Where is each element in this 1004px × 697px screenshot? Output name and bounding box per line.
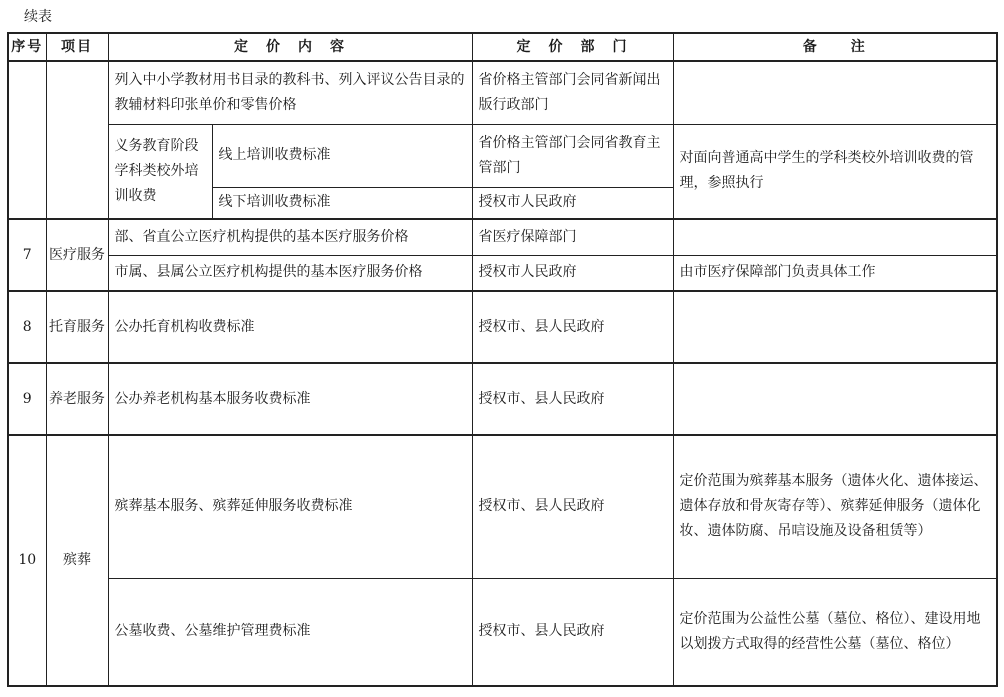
content-cell: 线上培训收费标准 bbox=[212, 124, 472, 187]
table-row bbox=[8, 219, 997, 255]
header-row bbox=[8, 33, 997, 61]
header-serial: 序号 bbox=[8, 33, 46, 61]
content-cell: 公办养老机构基本服务收费标准 bbox=[108, 363, 472, 435]
note-cell: 由市医疗保障部门负责具体工作 bbox=[673, 255, 997, 291]
content-cell: 公墓收费、公墓维护管理费标准 bbox=[108, 578, 472, 686]
item-cell-empty bbox=[46, 61, 108, 219]
note-cell bbox=[673, 291, 997, 363]
content-cell: 市属、县属公立医疗机构提供的基本医疗服务价格 bbox=[108, 255, 472, 291]
header-item: 项目 bbox=[46, 33, 108, 61]
department-cell: 授权市人民政府 bbox=[472, 255, 673, 291]
content-cell: 列入中小学教材用书目录的教科书、列入评议公告目录的教辅材料印张单价和零售价格 bbox=[108, 61, 472, 124]
table-row bbox=[8, 578, 997, 686]
note-cell bbox=[673, 363, 997, 435]
department-cell: 授权市人民政府 bbox=[472, 187, 673, 219]
note-cell: 定价范围为殡葬基本服务（遗体火化、遗体接运、遗体存放和骨灰寄存等）、殡葬延伸服务（遗体化妆、遗体防腐、吊唁设施及设备租赁等） bbox=[673, 435, 997, 578]
department-cell: 省医疗保障部门 bbox=[472, 219, 673, 255]
item-cell: 殡葬 bbox=[46, 435, 108, 686]
table-row bbox=[8, 255, 997, 291]
serial-cell-empty bbox=[8, 61, 46, 219]
header-note: 备 注 bbox=[673, 33, 997, 61]
department-cell: 授权市、县人民政府 bbox=[472, 578, 673, 686]
note-cell bbox=[673, 219, 997, 255]
note-cell: 对面向普通高中学生的学科类校外培训收费的管理，参照执行 bbox=[673, 124, 997, 219]
serial-cell: 10 bbox=[8, 435, 46, 686]
training-group-cell: 义务教育阶段学科类校外培训收费 bbox=[108, 124, 212, 219]
table-row bbox=[8, 61, 997, 124]
department-cell: 省价格主管部门会同省教育主管部门 bbox=[472, 124, 673, 187]
header-department: 定 价 部 门 bbox=[472, 33, 673, 61]
content-cell: 殡葬基本服务、殡葬延伸服务收费标准 bbox=[108, 435, 472, 578]
pricing-table bbox=[7, 32, 998, 687]
note-cell bbox=[673, 61, 997, 124]
header-content: 定 价 内 容 bbox=[108, 33, 472, 61]
department-cell: 授权市、县人民政府 bbox=[472, 435, 673, 578]
serial-cell: 9 bbox=[8, 363, 46, 435]
serial-cell: 8 bbox=[8, 291, 46, 363]
table-row bbox=[8, 124, 997, 187]
table-row bbox=[8, 291, 997, 363]
item-cell: 托育服务 bbox=[46, 291, 108, 363]
content-cell: 部、省直公立医疗机构提供的基本医疗服务价格 bbox=[108, 219, 472, 255]
table-caption: 续表 bbox=[24, 9, 52, 25]
item-cell: 养老服务 bbox=[46, 363, 108, 435]
table-row bbox=[8, 435, 997, 578]
note-cell: 定价范围为公益性公墓（墓位、格位）、建设用地以划拨方式取得的经营性公墓（墓位、格位） bbox=[673, 578, 997, 686]
item-cell: 医疗服务 bbox=[46, 219, 108, 291]
department-cell: 授权市、县人民政府 bbox=[472, 363, 673, 435]
department-cell: 省价格主管部门会同省新闻出版行政部门 bbox=[472, 61, 673, 124]
serial-cell: 7 bbox=[8, 219, 46, 291]
content-cell: 公办托育机构收费标准 bbox=[108, 291, 472, 363]
department-cell: 授权市、县人民政府 bbox=[472, 291, 673, 363]
table-row bbox=[8, 363, 997, 435]
content-cell: 线下培训收费标准 bbox=[212, 187, 472, 219]
